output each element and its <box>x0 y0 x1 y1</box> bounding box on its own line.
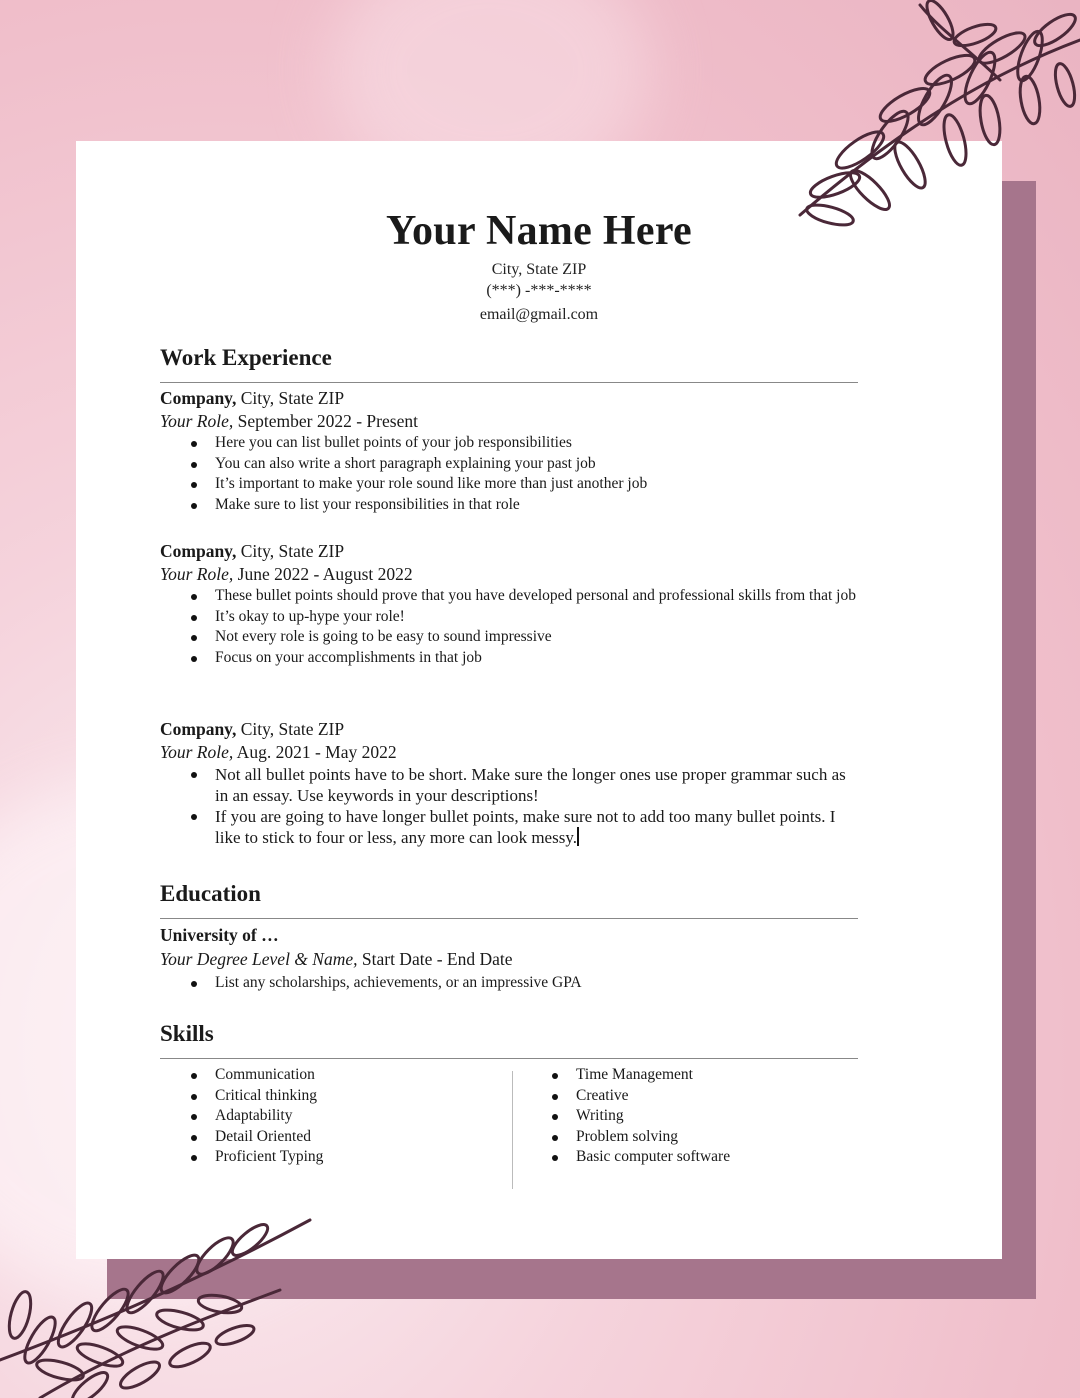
section-title-work: Work Experience <box>160 345 332 370</box>
list-item: Make sure to list your responsibilities in that role <box>160 495 858 516</box>
section-title-skills: Skills <box>160 1021 214 1046</box>
job-entry-2 <box>160 540 858 668</box>
list-item: Problem solving <box>521 1127 858 1148</box>
section-divider <box>160 918 858 919</box>
job-company-line <box>160 540 858 563</box>
skills-list <box>160 1065 858 1168</box>
job-dates: June 2022 - August 2022 <box>233 564 413 584</box>
list-item: List any scholarships, achievements, or an impressive GPA <box>160 973 858 994</box>
job-role-line <box>160 563 858 586</box>
list-item: Basic computer software <box>521 1147 858 1168</box>
column-divider <box>512 1071 513 1189</box>
company-name: Company, <box>160 541 237 561</box>
education-section <box>160 881 858 919</box>
job-bullets <box>160 433 858 515</box>
company-name: Company, <box>160 388 237 408</box>
school-name-text: University of … <box>160 925 279 945</box>
text-cursor <box>577 827 579 846</box>
list-item: You can also write a short paragraph explaining your past job <box>160 454 858 475</box>
education-bullets <box>160 973 858 994</box>
skills-column-left <box>160 1065 497 1168</box>
job-role-line <box>160 741 858 764</box>
list-item: These bullet points should prove that you have developed personal and professional skills from that job <box>160 586 858 607</box>
job-role-line <box>160 410 858 433</box>
list-item: Detail Oriented <box>160 1127 497 1148</box>
section-divider <box>160 1058 858 1059</box>
list-item: It’s okay to up-hype your role! <box>160 607 858 628</box>
job-role: Your Role, <box>160 564 234 584</box>
resume-page <box>76 141 1002 1259</box>
list-item: Creative <box>521 1086 858 1107</box>
contact-city: City, State ZIP <box>491 261 587 278</box>
job-company-line <box>160 387 858 410</box>
list-item: Proficient Typing <box>160 1147 497 1168</box>
job-bullets <box>160 764 858 848</box>
company-name: Company, <box>160 719 237 739</box>
job-entry-1 <box>160 387 858 515</box>
degree-line <box>160 948 858 971</box>
work-experience-section <box>160 345 858 383</box>
list-item: Not all bullet points have to be short. Make sure the longer ones use proper grammar such as in an essay. Use keywords in your descriptions! <box>160 764 858 806</box>
company-location: City, State ZIP <box>236 541 345 561</box>
skills-column-right <box>497 1065 858 1168</box>
leaf-branch-icon <box>740 0 1080 230</box>
contact-email: email@gmail.com <box>479 306 599 323</box>
section-divider <box>160 382 858 383</box>
contact-phone: (***) -***-**** <box>486 282 592 299</box>
list-item: Adaptability <box>160 1106 497 1127</box>
company-location: City, State ZIP <box>236 388 345 408</box>
leaf-branch-icon <box>0 1210 330 1398</box>
degree-name: Your Degree Level & Name, <box>160 949 358 969</box>
skills-section <box>160 1021 858 1059</box>
resume-name: Your Name Here <box>386 208 692 254</box>
list-item: Communication <box>160 1065 497 1086</box>
list-item: Time Management <box>521 1065 858 1086</box>
job-role: Your Role, <box>160 742 234 762</box>
list-item: Here you can list bullet points of your job responsibilities <box>160 433 858 454</box>
education-dates: Start Date - End Date <box>357 949 513 969</box>
list-item: Not every role is going to be easy to sound impressive <box>160 627 858 648</box>
job-bullets <box>160 586 858 668</box>
skills-columns <box>160 1065 858 1168</box>
school-name <box>160 924 858 947</box>
list-item: Writing <box>521 1106 858 1127</box>
job-role: Your Role, <box>160 411 234 431</box>
education-entry <box>160 924 858 994</box>
list-item: Critical thinking <box>160 1086 497 1107</box>
section-title-education: Education <box>160 881 261 906</box>
list-item-text: If you are going to have longer bullet points, make sure not to add too many bullet points. I like to stick to four or less, any more can look messy. <box>215 807 836 847</box>
job-dates: Aug. 2021 - May 2022 <box>233 742 397 762</box>
job-dates: September 2022 - Present <box>233 411 418 431</box>
list-item <box>160 806 858 848</box>
company-location: City, State ZIP <box>236 719 345 739</box>
job-entry-3 <box>160 718 858 848</box>
list-item: Focus on your accomplishments in that job <box>160 648 858 669</box>
list-item: It’s important to make your role sound like more than just another job <box>160 474 858 495</box>
job-company-line <box>160 718 858 741</box>
